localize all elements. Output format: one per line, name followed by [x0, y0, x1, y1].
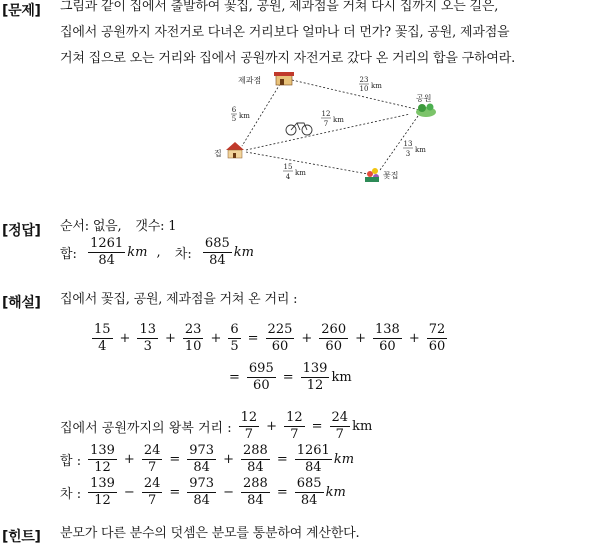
- svg-text:23: 23: [359, 76, 369, 84]
- svg-text:3: 3: [405, 150, 411, 158]
- answer-sum-unit: km: [127, 245, 148, 260]
- svg-text:15: 15: [283, 163, 293, 171]
- problem-line-2: 집에서 공원까지 자전거로 다녀온 거리보다 얼마나 더 먼가? 꽃집, 공원, 제과점을: [60, 25, 510, 40]
- problem-tag: [문제]: [2, 3, 41, 19]
- route-diagram: [200, 70, 450, 190]
- bicycle-icon: [286, 123, 312, 135]
- svg-text:7: 7: [323, 120, 329, 128]
- svg-text:13: 13: [403, 140, 413, 148]
- answer-diff-fraction: $\frac{685}{84}$: [204, 236, 230, 268]
- svg-text:10: 10: [359, 85, 369, 93]
- route-home-flower: [246, 152, 368, 174]
- solution-tag: [해설]: [2, 295, 41, 311]
- home-icon: [226, 142, 244, 158]
- solution-row1: $\frac{15}{4}$ + $\frac{13}{3}$ + $\frac{23}{10}$ + $\frac{6}{5}$ = $\frac{225}{60}$ + $\frac{260}{60}$ + $\frac{138}{60}$ + $\frac{72}{60}$: [94, 322, 446, 354]
- svg-text:12: 12: [321, 110, 331, 118]
- svg-text:5: 5: [231, 115, 237, 123]
- answer-order: 순서: 없음,: [60, 219, 122, 234]
- hint-text: 분모가 다른 분수의 덧셈은 분모를 통분하여 계산한다.: [60, 526, 360, 541]
- answer-count: 갯수: 1: [135, 219, 177, 234]
- answer-tag: [정답]: [2, 223, 41, 239]
- svg-text:km: km: [295, 169, 306, 177]
- flower-shop-icon: [365, 168, 379, 182]
- answer-sep: ,: [156, 245, 161, 260]
- solution-intro: 집에서 꽃집, 공원, 제과점을 거쳐 온 거리 :: [60, 292, 298, 307]
- svg-text:6: 6: [231, 106, 237, 114]
- answer-diff-unit: km: [233, 245, 254, 260]
- answer-values: [60, 236, 254, 269]
- route-bakery-park: [292, 80, 420, 110]
- svg-text:km: km: [415, 146, 426, 154]
- edge-label-flower-park: [403, 140, 426, 158]
- svg-text:4: 4: [285, 173, 291, 181]
- svg-text:km: km: [371, 82, 382, 90]
- park-label: 공원: [416, 94, 432, 103]
- answer-sum-label: 합:: [60, 247, 77, 262]
- edge-label-home-flower: [283, 163, 306, 181]
- answer-diff-label: 차:: [174, 247, 192, 262]
- hint-tag: [힌트]: [2, 529, 41, 545]
- bakery-icon: [274, 72, 294, 85]
- bakery-label: 제과점: [238, 76, 262, 85]
- svg-text:km: km: [333, 116, 344, 124]
- home-label: 집: [214, 149, 222, 158]
- problem-line-1: 그림과 같이 집에서 출발하여 꽃집, 공원, 제과점을 거쳐 다시 집까지 오는 길은,: [60, 0, 499, 14]
- problem-line-3: 거쳐 집으로 오는 거리와 집에서 공원까지 자전거로 갔다 온 거리의 합을 구하여라.: [60, 51, 516, 66]
- solution-diff: 차 : $\frac{139}{12}$ − $\frac{24}{7}$ = $\frac{973}{84}$ − $\frac{288}{84}$ = $\frac{685}{84}$ km: [60, 476, 346, 508]
- solution-row2: = $\frac{695}{60}$ = $\frac{139}{12}$ km: [229, 361, 352, 393]
- solution-sum: 합 : $\frac{139}{12}$ + $\frac{24}{7}$ = $\frac{973}{84}$ + $\frac{288}{84}$ = $\frac{1261}{84}$ km: [60, 443, 355, 475]
- edge-label-home-park: [321, 110, 344, 128]
- edge-label-home-bakery: [231, 106, 250, 123]
- solution-round-trip: 집에서 공원까지의 왕복 거리 : $\frac{12}{7}$ + $\frac{12}{7}$ = $\frac{24}{7}$ km: [60, 410, 373, 442]
- edge-label-bakery-park: [359, 76, 382, 93]
- svg-text:km: km: [239, 112, 250, 120]
- answer-sum-fraction: $\frac{1261}{84}$: [90, 236, 124, 268]
- flower-label: 꽃집: [383, 171, 399, 180]
- park-icon: [416, 104, 436, 118]
